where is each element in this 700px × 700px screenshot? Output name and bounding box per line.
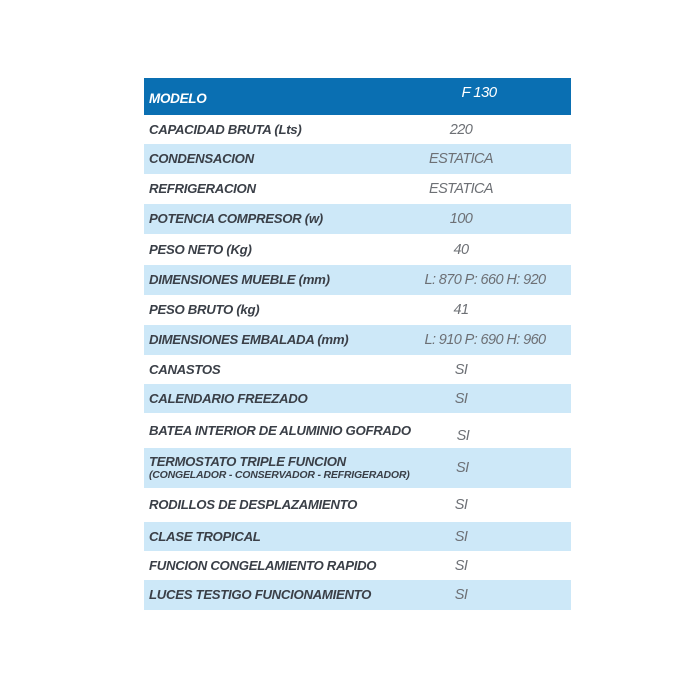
row-label: LUCES TESTIGO FUNCIONAMIENTO bbox=[149, 587, 372, 603]
table-row bbox=[144, 551, 571, 580]
table-row bbox=[144, 115, 571, 144]
row-label: POTENCIA COMPRESOR (w) bbox=[149, 211, 323, 227]
table-row bbox=[144, 144, 571, 174]
row-value: SI bbox=[454, 528, 468, 545]
row-label: CALENDARIO FREEZADO bbox=[149, 390, 308, 406]
table-row bbox=[144, 295, 571, 325]
row-label-main: TERMOSTATO TRIPLE FUNCION bbox=[149, 454, 346, 470]
row-value: ESTATICA bbox=[429, 181, 493, 197]
table-row bbox=[144, 448, 571, 488]
table-header-row bbox=[144, 78, 571, 115]
row-label: DIMENSIONES MUEBLE (mm) bbox=[149, 272, 330, 288]
row-label: CLASE TROPICAL bbox=[149, 528, 261, 544]
table-row bbox=[144, 204, 571, 234]
row-label: CAPACIDAD BRUTA (Lts) bbox=[149, 121, 302, 137]
table-row bbox=[144, 174, 571, 204]
row-label: BATEA INTERIOR DE ALUMINIO GOFRADO bbox=[149, 422, 411, 438]
row-label: PESO NETO (Kg) bbox=[149, 241, 252, 257]
row-value: 41 bbox=[453, 302, 469, 318]
row-label: FUNCION CONGELAMIENTO RAPIDO bbox=[149, 557, 377, 573]
row-value: SI bbox=[456, 427, 470, 444]
row-label: CONDENSACION bbox=[149, 151, 254, 167]
row-label bbox=[144, 455, 410, 481]
table-row bbox=[144, 325, 571, 355]
row-value: L: 910 P: 690 H: 960 bbox=[424, 332, 546, 348]
table-row bbox=[144, 384, 571, 413]
row-label: CANASTOS bbox=[149, 361, 221, 377]
header-label: MODELO bbox=[149, 91, 207, 107]
table-row bbox=[144, 413, 571, 448]
row-sublabel: (CONGELADOR - CONSERVADOR - REFRIGERADOR) bbox=[149, 468, 410, 481]
table-row bbox=[144, 355, 571, 384]
row-value: L: 870 P: 660 H: 920 bbox=[424, 272, 546, 288]
row-value: SI bbox=[454, 587, 468, 603]
row-value: 220 bbox=[449, 121, 473, 138]
row-value: SI bbox=[456, 460, 469, 476]
table-row bbox=[144, 580, 571, 610]
spec-table bbox=[144, 78, 571, 610]
row-value: SI bbox=[454, 557, 468, 574]
row-label: PESO BRUTO (kg) bbox=[149, 302, 260, 318]
row-value: 40 bbox=[453, 241, 469, 258]
row-label: DIMENSIONES EMBALADA (mm) bbox=[149, 332, 349, 348]
table-row bbox=[144, 522, 571, 551]
row-label: RODILLOS DE DESPLAZAMIENTO bbox=[149, 497, 358, 513]
row-value: ESTATICA bbox=[429, 151, 493, 167]
row-value: SI bbox=[454, 390, 468, 407]
row-value: SI bbox=[454, 361, 468, 378]
background-watermark bbox=[0, 180, 140, 260]
row-value: 100 bbox=[449, 211, 473, 227]
table-row bbox=[144, 234, 571, 265]
background-watermark bbox=[600, 280, 700, 480]
header-value: F 130 bbox=[461, 84, 497, 101]
row-label: REFRIGERACION bbox=[149, 181, 256, 197]
row-value: SI bbox=[454, 497, 468, 513]
table-row bbox=[144, 265, 571, 295]
table-row bbox=[144, 488, 571, 522]
